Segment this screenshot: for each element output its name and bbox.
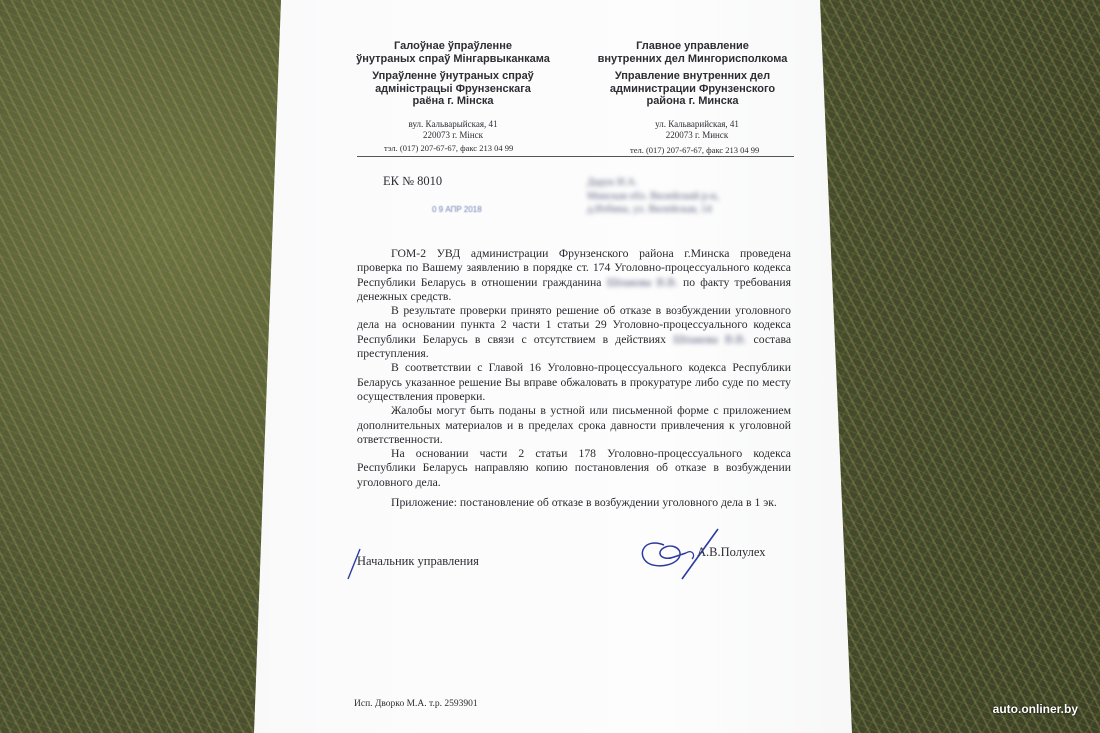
paragraph-4: Жалобы могут быть поданы в устной или письменной форме с приложением дополнительных материалов и в пределах срока давности привлечения к уголовной ответственности. [357,404,791,446]
redacted-name-2: Шпакова В.В. [673,332,747,346]
paragraph-2-text-b: состава преступления. [357,332,792,361]
paragraph-5: На основании части 2 статьи 178 Уголовно-процессуального кодекса Республики Беларусь направляю копию постановления об отказе в возбуждении уголовного дела. [357,447,791,489]
header-left-line3: Упраўленне ўнутраных спраў [372,70,534,82]
paragraph-6: Приложение: постановление об отказе в возбуждении уголовного дела в 1 эк. [391,496,777,510]
paragraph-2 [357,304,791,361]
addressee [587,176,719,217]
header-right-line2: внутренних дел Мингорисполкома [597,52,788,65]
executor-line: Исп. Дворко М.А. т.р. 2593901 [354,699,478,709]
header-left [343,40,563,108]
ref-number: ЕК № 8010 [383,174,443,188]
header-right-line5: района г. Минска [646,95,739,107]
header-right-tel: тел. (017) 207-67-67, факс 213 04 99 [630,145,760,155]
date-stamp: 0 9 АПР 2018 [432,205,482,214]
header-right-line3: Управление внутренних дел [614,70,771,82]
signature-name: А.В.Полулех [697,545,766,559]
header-divider [357,156,794,157]
letter-body [357,247,791,512]
header-right-address [637,119,757,141]
addressee-line3: д.Избина, ул. Вилейская, 14 [587,204,712,215]
header-left-address2: 220073 г. Мінск [422,130,484,140]
header-left-line1: Галоўнае ўпраўленне [394,40,512,52]
paragraph-2-text-a: В результате проверки принято решение об отказе в возбуждении уголовного дела на основании пункта 2 части 1 статьи 29 Уголовно-процессуального кодекса Республики Беларусь в связи с отсутствием в действиях [357,304,791,346]
addressee-line2: Минская обл. Вилейский р-н, [587,190,719,202]
paragraph-3: В соответствии с Главой 16 Уголовно-процессуального кодекса Республики Беларусь указанное решение Вы вправе обжаловать в прокуратуре либо суде по месту осуществления проверки. [357,361,791,403]
signature-title: Начальник управления [357,554,479,568]
header-right [590,40,795,108]
watermark: auto.onliner.by [992,702,1078,716]
paragraph-1-text-b: по факту требования денежных средств. [357,275,791,303]
header-left-line5: раёна г. Мінска [412,95,494,107]
header-left-address1: вул. Кальварыйская, 41 [408,119,498,129]
header-left-tel: тэл. (017) 207-67-67, факс 213 04 99 [384,143,514,153]
handwritten-signature-icon [634,525,729,585]
header-right-line1: Главное управление [636,40,749,52]
header-left-line4: адміністрацыі Фрунзенскага [375,82,531,95]
header-right-line4: администрации Фрунзенского [609,82,776,95]
addressee-name: Дарук И.А. [587,177,638,188]
paragraph-1-text-a: ГОМ-2 УВД администрации Фрунзенского района г.Минска проведена проверка по Вашему заявлению в порядке ст. 174 Уголовно-процессуального кодекса Республики Беларусь в отношении гражданина [357,247,791,289]
header-left-line2: ўнутраных спраў Мінгарвыканкама [356,52,550,65]
header-right-address1: ул. Кальварийская, 41 [655,119,739,129]
signature-mark-icon [342,545,372,583]
header-right-address2: 220073 г. Минск [665,130,729,140]
paragraph-1 [357,247,791,304]
header-left-address [393,119,513,141]
redacted-name-1: Шпакова В.В. [606,275,678,289]
